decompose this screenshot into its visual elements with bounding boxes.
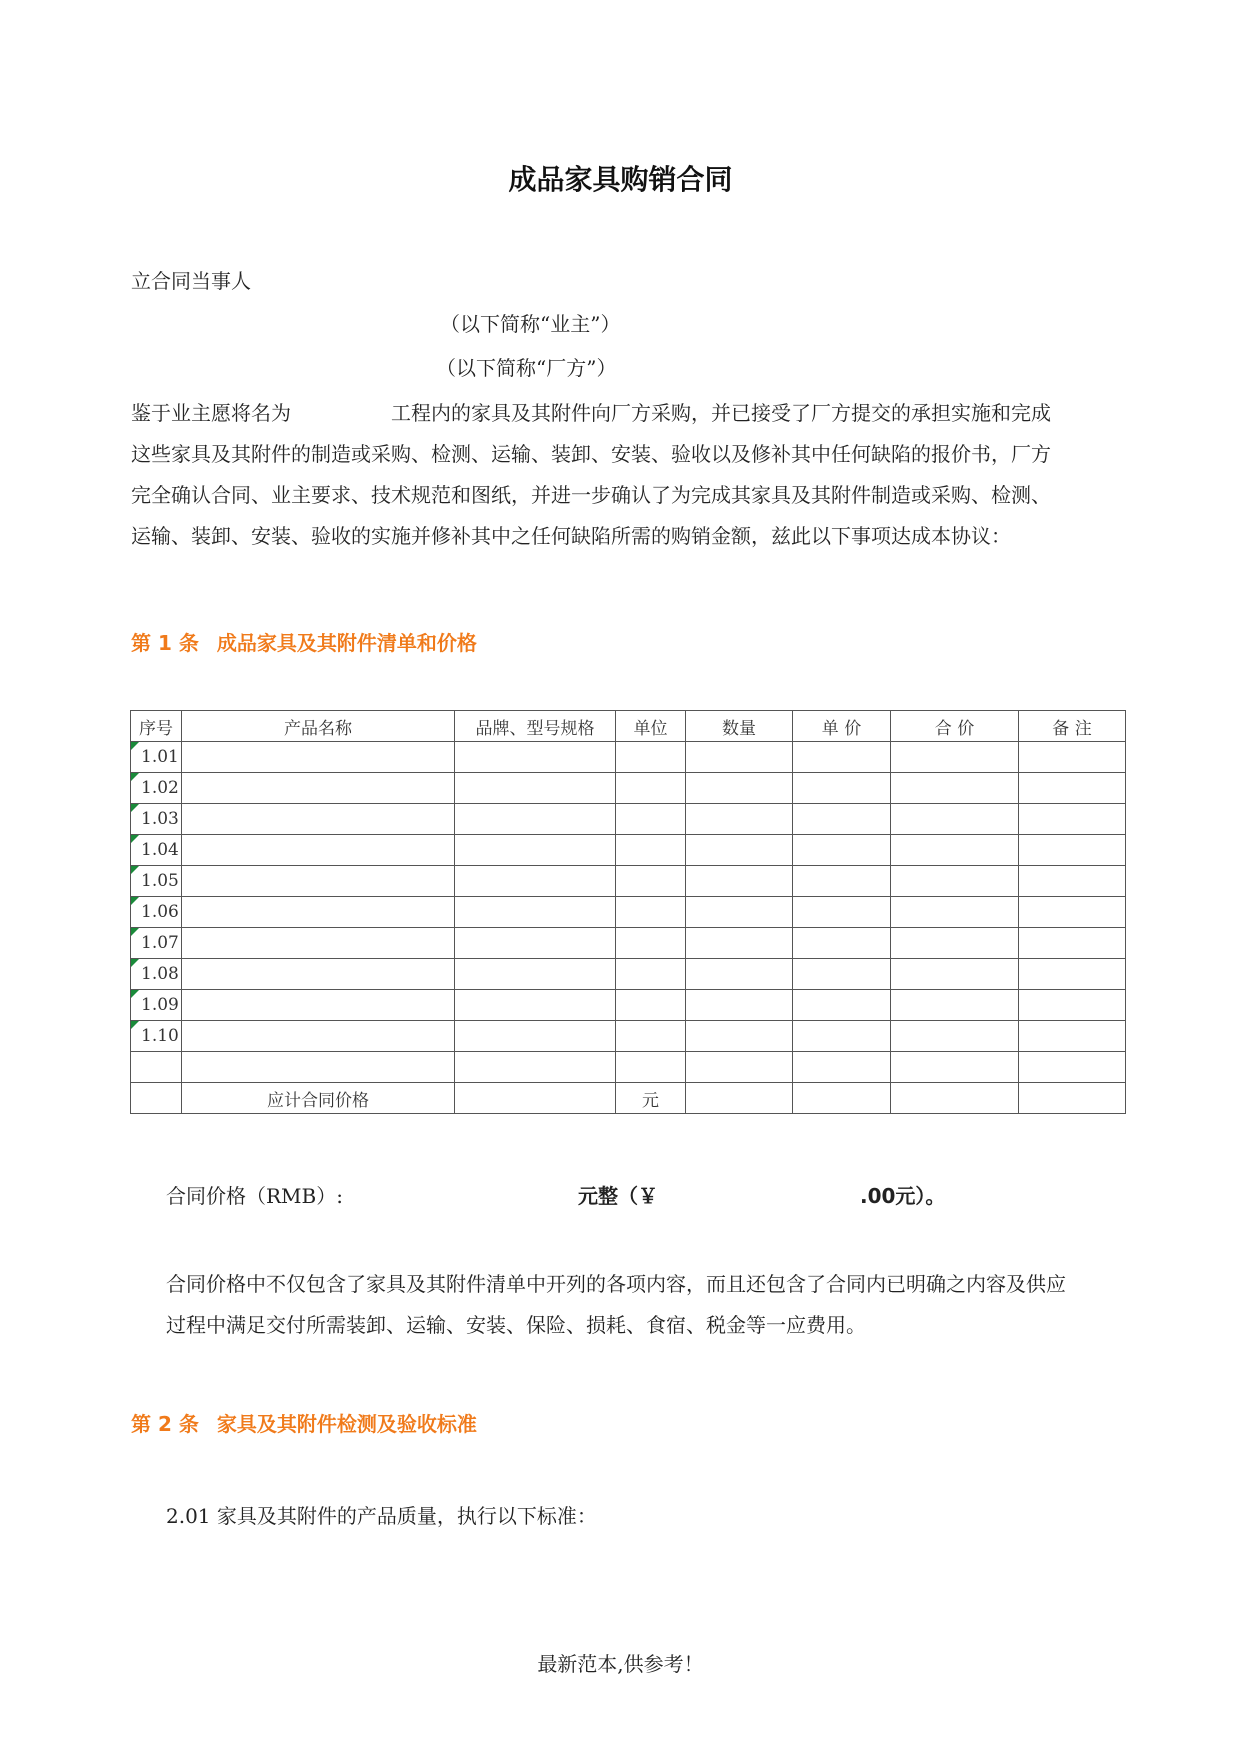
price-note-line: 过程中满足交付所需装卸、运输、安装、保险、损耗、食宿、税金等一应费用。 [166,1313,866,1337]
col-header-remarks: 备 注 [1019,711,1126,742]
row-index-label: 1.01 [141,747,179,767]
contract-price-label: 合同价格（RMB）: [166,1184,343,1208]
row-index-label: 1.04 [141,840,179,860]
row-index-label: 1.02 [141,778,179,798]
article-1-heading [131,627,477,656]
row-index-label: 1.09 [141,995,179,1015]
article-2-number: 第 2 条 [131,1412,199,1436]
parties-label: 立合同当事人 [131,269,251,293]
table-row [131,742,1126,773]
intro-line: 这些家具及其附件的制造或采购、检测、运输、装卸、安装、验收以及修补其中任何缺陷的报价书，厂方 [131,442,1051,466]
items-table [130,710,1126,1114]
cell-marker-icon [131,742,139,750]
row-index-label: 1.05 [141,871,179,891]
row-index [131,835,182,866]
article-2-title: 家具及其附件检测及验收标准 [216,1412,477,1436]
row-index [131,742,182,773]
table-row [131,866,1126,897]
article-1-number: 第 1 条 [131,631,199,655]
row-index [131,1021,182,1052]
col-header-unit-price: 单 价 [793,711,891,742]
cell-marker-icon [131,959,139,967]
table-row [131,897,1126,928]
col-header-brand-model: 品牌、型号规格 [455,711,616,742]
intro-line: 运输、装卸、安装、验收的实施并修补其中之任何缺陷所需的购销金额，兹此以下事项达成本协议： [131,524,1011,548]
contract-price-suffix: .00元）。 [860,1184,946,1208]
contract-price-yuan: 元整（￥ [578,1184,658,1208]
price-note-paragraph [166,1264,1136,1346]
row-index [131,804,182,835]
intro-line: 完全确认合同、业主要求、技术规范和图纸，并进一步确认了为完成其家具及其附件制造或采购、检测、 [131,483,1051,507]
cell-marker-icon [131,773,139,781]
footer-note: 最新范本,供参考！ [537,1652,704,1676]
table-row [131,959,1126,990]
table-row-empty [131,1052,1126,1083]
table-row [131,990,1126,1021]
row-index-label: 1.06 [141,902,179,922]
table-header-row [131,711,1126,742]
cell-marker-icon [131,1021,139,1029]
contract-price-line [166,1180,946,1209]
row-index [131,773,182,804]
row-index-label: 1.03 [141,809,179,829]
cell-marker-icon [131,928,139,936]
vendor-alias: （以下简称“厂方”） [436,356,617,380]
table-row [131,928,1126,959]
row-index [131,990,182,1021]
price-note-line: 合同价格中不仅包含了家具及其附件清单中开列的各项内容，而且还包含了合同内已明确之内容及供应 [166,1272,1066,1296]
row-index [131,959,182,990]
col-header-index: 序号 [131,711,182,742]
table-row [131,1021,1126,1052]
table-row [131,804,1126,835]
row-index-label: 1.10 [141,1026,179,1046]
col-header-unit: 单位 [616,711,686,742]
owner-alias: （以下简称“业主”） [440,312,621,336]
article-2-heading [131,1408,477,1437]
cell-marker-icon [131,866,139,874]
clause-2-01: 2.01 家具及其附件的产品质量，执行以下标准： [166,1504,597,1528]
table-row [131,835,1126,866]
page-title: 成品家具购销合同 [508,163,733,196]
table-total-row [131,1083,1126,1114]
total-unit: 元 [616,1083,686,1114]
col-header-total-price: 合 价 [891,711,1019,742]
intro-line: 鉴于业主愿将名为 工程内的家具及其附件向厂方采购，并已接受了厂方提交的承担实施和完成 [131,401,1051,425]
cell-marker-icon [131,990,139,998]
total-label: 应计合同价格 [182,1083,455,1114]
row-index [131,897,182,928]
col-header-product-name: 产品名称 [182,711,455,742]
article-1-title: 成品家具及其附件清单和价格 [216,631,477,655]
row-index [131,866,182,897]
col-header-quantity: 数量 [686,711,793,742]
cell-marker-icon [131,897,139,905]
table-row [131,773,1126,804]
cell-marker-icon [131,804,139,812]
row-index-label: 1.08 [141,964,179,984]
cell-marker-icon [131,835,139,843]
intro-paragraph [131,393,1131,557]
row-index-label: 1.07 [141,933,179,953]
row-index [131,928,182,959]
